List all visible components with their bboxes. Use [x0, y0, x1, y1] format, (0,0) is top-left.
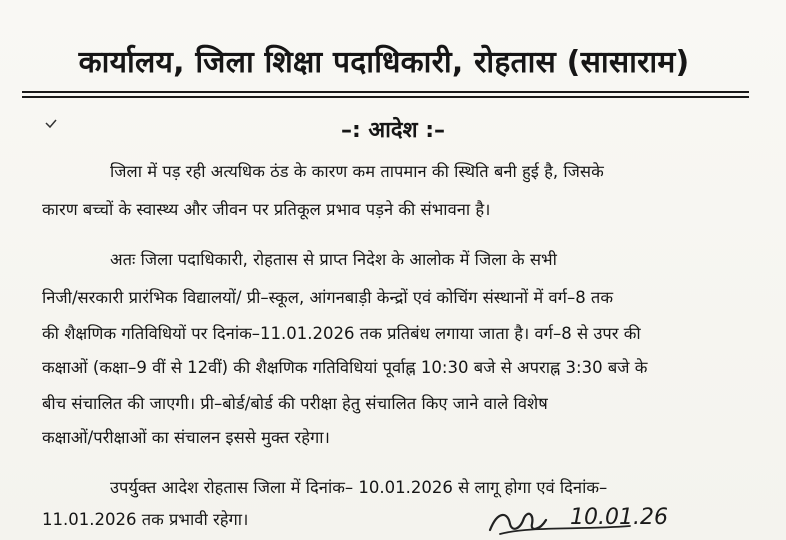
p3-line-1: उपर्युक्त आदेश रोहतास जिला में दिनांक– 10.01.2026 से लागू होगा एवं दिनांक–	[110, 478, 608, 497]
p2-line-1: अतः जिला पदाधिकारी, रोहतास से प्राप्त निदेश के आलोक में जिला के सभी	[110, 250, 557, 269]
p2-line-2: निजी/सरकारी प्रारंभिक विद्यालयों/ प्री–स्कूल, आंगनबाड़ी केन्द्रों एवं कोचिंग संस्थानों में वर्ग–8 तक	[42, 288, 614, 307]
handwritten-signature	[470, 500, 710, 540]
header-rule-top	[22, 91, 749, 93]
order-title: –: आदेश :–	[340, 118, 446, 143]
office-header: कार्यालय, जिला शिक्षा पदाधिकारी, रोहतास (सासाराम)	[78, 45, 690, 80]
svg-text:10.01.26: 10.01.26	[570, 505, 668, 530]
p2-line-3: की शैक्षणिक गतिविधियों पर दिनांक–11.01.2026 तक प्रतिबंध लगाया जाता है। वर्ग–8 से उपर की	[42, 324, 641, 343]
header-rule-bottom	[22, 96, 749, 98]
p3-line-2: 11.01.2026 तक प्रभावी रहेगा।	[42, 510, 249, 529]
p1-line-1: जिला में पड़ रही अत्यधिक ठंड के कारण कम तापमान की स्थिति बनी हुई है, जिसके	[110, 162, 604, 181]
p2-line-4: कक्षाओं (कक्षा–9 वीं से 12वीं) की शैक्षणिक गतिविधियां पूर्वाह्न 10:30 बजे से अपराह्न 3:30 बजे के	[42, 358, 648, 377]
p2-line-5: बीच संचालित की जाएगी। प्री–बोर्ड/बोर्ड की परीक्षा हेतु संचालित किए जाने वाले विशेष	[42, 394, 548, 413]
p2-line-6: कक्षाओं/परीक्षाओं का संचालन इससे मुक्त रहेगा।	[42, 428, 330, 447]
p1-line-2: कारण बच्चों के स्वास्थ्य और जीवन पर प्रतिकूल प्रभाव पड़ने की संभावना है।	[42, 200, 491, 219]
